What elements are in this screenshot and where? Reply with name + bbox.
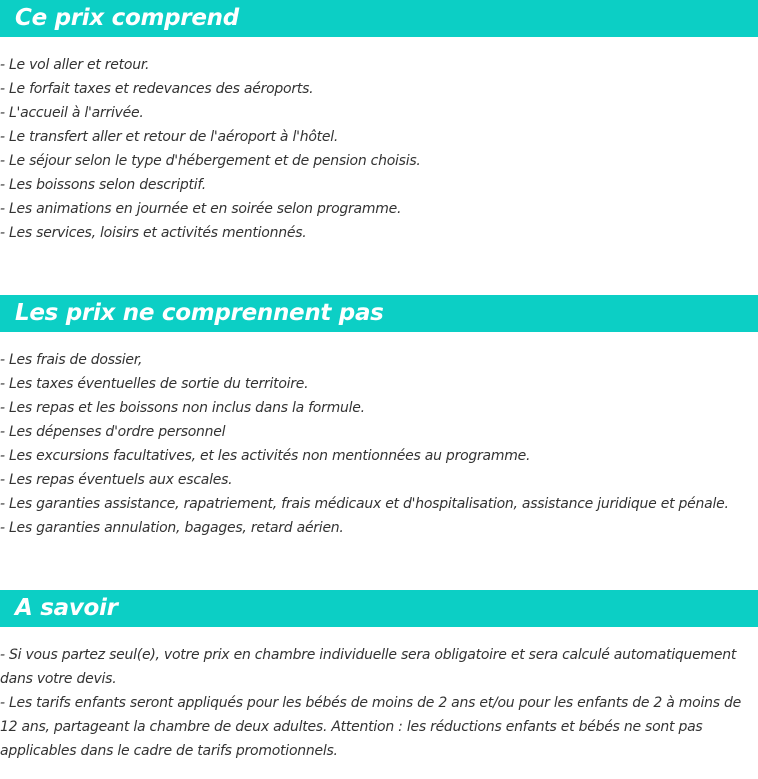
section-title: A savoir: [15, 595, 118, 621]
list-item: - Le vol aller et retour.: [0, 57, 150, 73]
section-title: Les prix ne comprennent pas: [15, 300, 384, 326]
section-title: Ce prix comprend: [15, 5, 239, 31]
list-item: - Les taxes éventuelles de sortie du territoire.: [0, 376, 309, 392]
section-included: [0, 0, 758, 245]
list-item: - Le forfait taxes et redevances des aéroports.: [0, 81, 314, 97]
list-item: - L'accueil à l'arrivée.: [0, 105, 144, 121]
good-to-know-text: [0, 643, 758, 763]
list-item: - Les repas et les boissons non inclus dans la formule.: [0, 400, 365, 416]
section-header: [0, 0, 758, 37]
list-item: - Le transfert aller et retour de l'aéroport à l'hôtel.: [0, 129, 339, 145]
list-item: - Les dépenses d'ordre personnel: [0, 424, 226, 440]
list-item: - Les boissons selon descriptif.: [0, 177, 206, 193]
section-header: [0, 590, 758, 627]
list-item: - Les services, loisirs et activités mentionnés.: [0, 225, 307, 241]
list-item: - Les animations en journée et en soirée selon programme.: [0, 201, 402, 217]
list-item: - Les garanties annulation, bagages, retard aérien.: [0, 520, 344, 536]
list-item: - Les repas éventuels aux escales.: [0, 472, 233, 488]
included-list: [0, 53, 758, 245]
info-paragraph: - Les tarifs enfants seront appliqués pour les bébés de moins de 2 ans et/ou pour les enfants de 2 à moins de 12 ans, partageant la chambre de deux adultes. Attention : les réductions enfants et bébés ne sont pas applicables dans le cadre de tarifs promotionnels.: [0, 695, 742, 759]
list-item: - Les garanties assistance, rapatriement, frais médicaux et d'hospitalisation, assistance juridique et pénale.: [0, 496, 729, 512]
section-not-included: [0, 295, 758, 540]
list-item: - Les excursions facultatives, et les activités non mentionnées au programme.: [0, 448, 531, 464]
info-paragraph: - Si vous partez seul(e), votre prix en chambre individuelle sera obligatoire et sera calculé automatiquement dans votre devis.: [0, 647, 737, 687]
section-header: [0, 295, 758, 332]
list-item: - Le séjour selon le type d'hébergement et de pension choisis.: [0, 153, 421, 169]
list-item: - Les frais de dossier,: [0, 352, 143, 368]
section-good-to-know: [0, 590, 758, 763]
not-included-list: [0, 348, 758, 540]
